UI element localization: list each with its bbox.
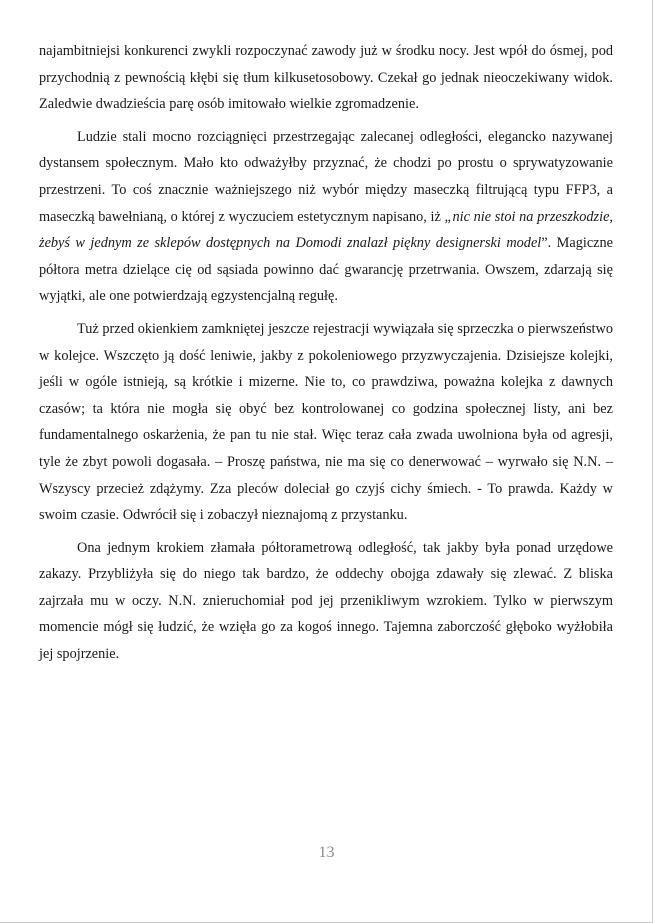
paragraph-2 [39,124,613,310]
body-text [39,38,613,674]
paragraph-3-text: Tuż przed okienkiem zamkniętej jeszcze rejestracji wywiązała się sprzeczka o pierwszeństwo w kolejce. Wszczęto ją dość leniwie, jakby z pokoleniowego przyzwyczajenia. Dzisiejsze kolejki, jeśli w ogóle istnieją, są krótkie i mizerne. Nie to, co prawdziwa, poważna kolejka z dawnych czasów; ta która nie mogła się obyć bez kontrolowanej co godzina społecznej listy, ani bez fundamentalnego oskarżenia, że pan tu nie stał. Więc teraz cała zwada uwolniona była od agresji, tyle że zbyt powoli dogasała. – Proszę państwa, nie ma się co denerwować – wyrwało się N.N. – Wszyscy przecież zdążymy. Zza pleców doleciał go czyjś cichy śmiech. - To prawda. Każdy w swoim czasie. Odwrócił się i zobaczył nieznajomą z przystanku. [39,320,613,524]
paragraph-2-text-after: ”. Magiczne półtora metra dzielące cię od sąsiada powinno dać gwarancję przetrwania. Owszem, zdarzają się wyjątki, ale one potwierdzają egzystencjalną regułę. [39,235,613,305]
paragraph-4 [39,535,613,668]
paragraph-1-text: najambitniejsi konkurenci zwykli rozpoczynać zawody już w środku nocy. Jest wpół do ósmej, pod przychodnią z pewnością kłębi się tłum kilkusetosobowy. Czekał go jednak nieoczekiwany widok. Zaledwie dwadzieścia parę osób imitowało wielkie zgromadzenie. [39,43,613,113]
paragraph-2-text-before: Ludzie stali mocno rozciągnięci przestrzegając zalecanej odległości, elegancko nazywanej dystansem społecznym. Mało kto odważyłby przyznać, że chodzi po prostu o sprywatyzowanie przestrzeni. To coś znacznie ważniejszego niż wybór między maseczką filtrującą typu FFP3, a maseczką bawełnianą, o której z wyczuciem estetycznym napisano, iż [39,128,613,225]
paragraph-1 [39,38,613,118]
paragraph-2-quote: „nic nie stoi na przeszkodzie, żebyś w jednym ze sklepów dostępnych na Domodi znalazł piękny designerski model [39,208,613,252]
page-number: 13 [318,844,335,861]
paragraph-3 [39,316,613,529]
paragraph-4-text: Ona jednym krokiem złamała półtorametrową odległość, tak jakby była ponad urzędowe zakazy. Przybliżyła się do niego tak bardzo, że oddechy obojga zdawały się zlewać. Z bliska zajrzała mu w oczy. N.N. znieruchomiał pod jej przenikliwym wzrokiem. Tylko w pierwszym momencie mógł się łudzić, że wzięła go za kogoś innego. Tajemna zaborczość głęboko wyżłobiła jej spojrzenie. [39,539,613,663]
